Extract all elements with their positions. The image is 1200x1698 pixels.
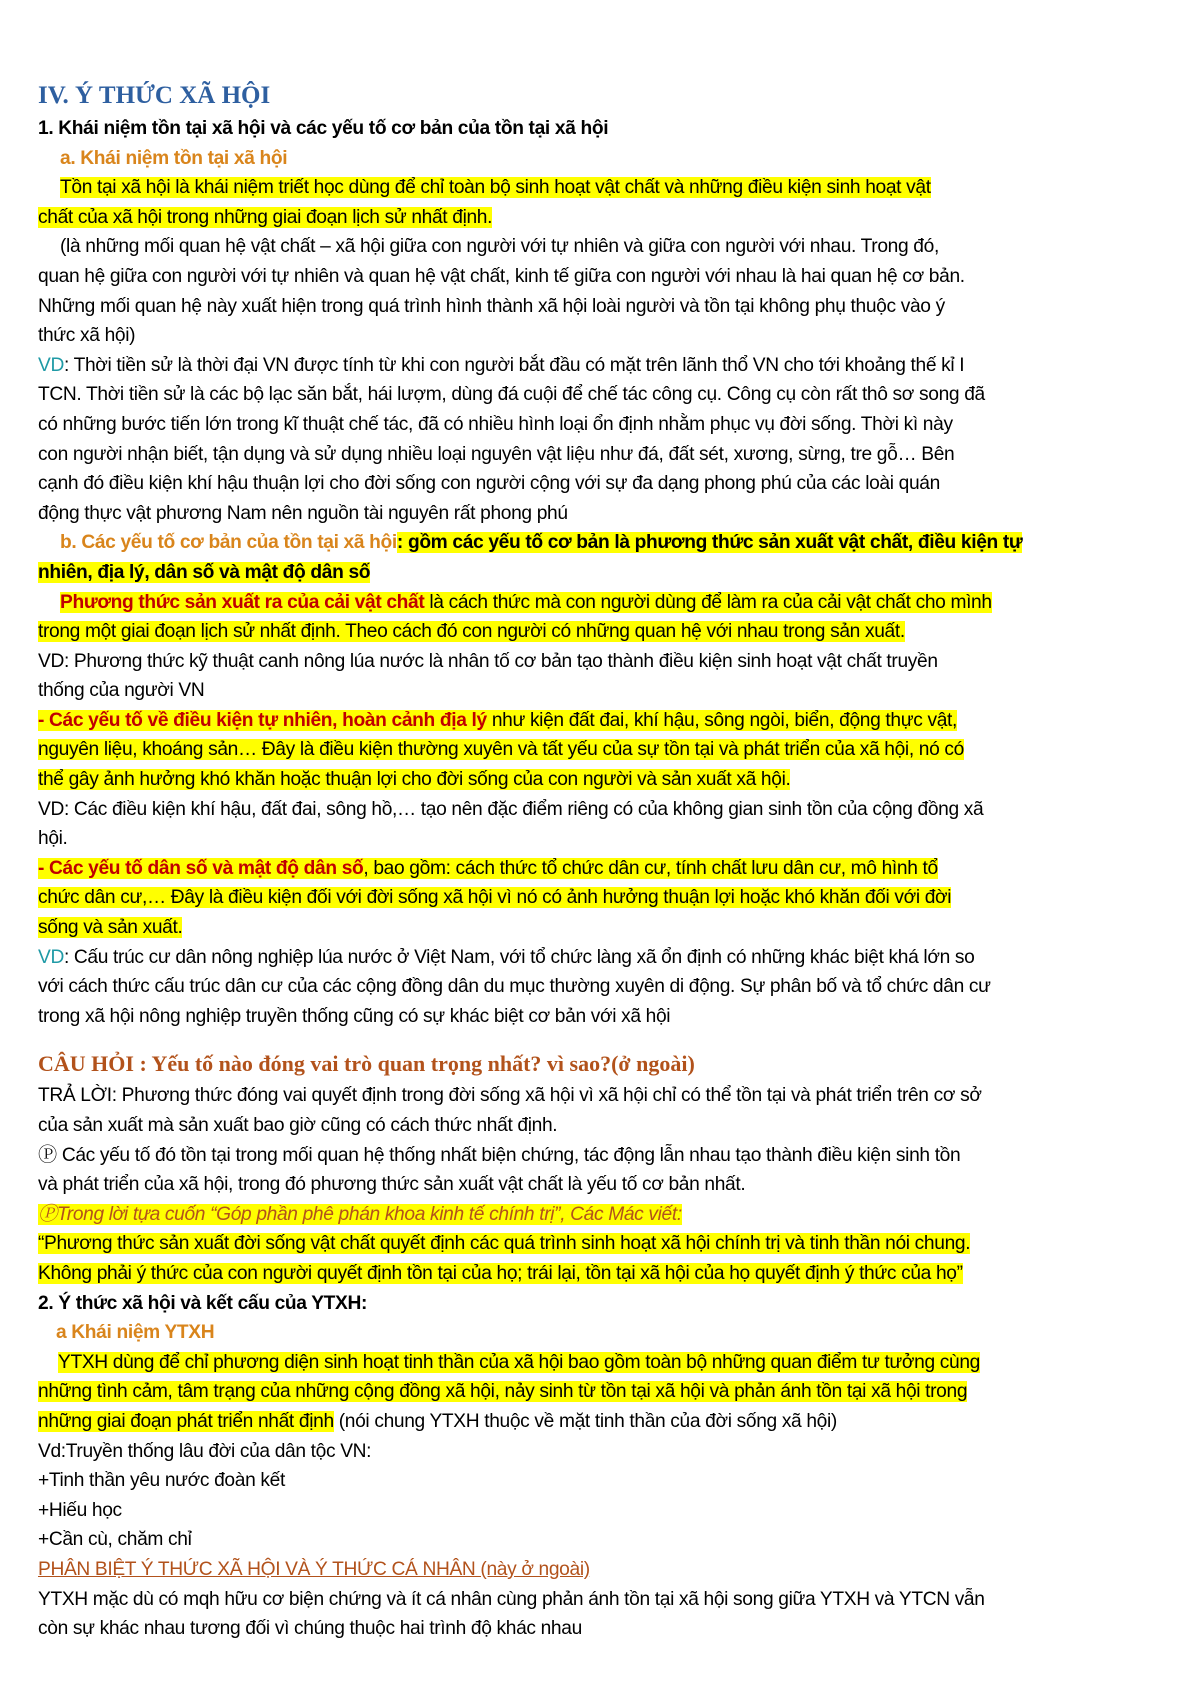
population-line-3: sống và sản xuất. [38, 917, 183, 939]
nature-line-2: nguyên liệu, khoáng sản… Đây là điều kiện thường xuyên và tất yếu của sự tồn tại và phát triển của xã hội, nó có [38, 739, 964, 761]
document-page [38, 78, 1173, 1644]
s1a-note-line-2: quan hệ giữa con người với tự nhiên và quan hệ vật chất, kinh tế giữa con người với nhau là hai quan hệ cơ bản. [38, 265, 965, 287]
s1a-def-line-2: chất của xã hội trong những giai đoạn lịch sử nhất định. [38, 206, 493, 228]
answer-2-line-2: và phát triển của xã hội, trong đó phương thức sản xuất vật chất là yếu tố cơ bản nhất. [38, 1174, 746, 1196]
section-1a-heading: a. Khái niệm tồn tại xã hội [60, 147, 288, 169]
nature-line-1: - Các yếu tố về điều kiện tự nhiên, hoàn cảnh địa lý như kiện đất đai, khí hậu, sông ngòi, biển, động thực vật, [38, 709, 957, 731]
section-1-heading: 1. Khái niệm tồn tại xã hội và các yếu tố cơ bản của tồn tại xã hội [38, 118, 609, 139]
distinction-heading: PHÂN BIỆT Ý THỨC XÃ HỘI VÀ Ý THỨC CÁ NHÂN (này ở ngoài) [38, 1558, 590, 1580]
section-1b-line-2: nhiên, địa lý, dân số và mật độ dân số [38, 561, 371, 583]
production-mode-example-2: thống của người VN [38, 680, 205, 702]
population-example-1: VD: Cấu trúc cư dân nông nghiệp lúa nước ở Việt Nam, với tổ chức làng xã ổn định có những khác biệt khá lớn so [38, 946, 975, 968]
population-example-3: trong xã hội nông nghiệp truyền thống cũng có sự khác biệt cơ bản với xã hội [38, 1005, 671, 1027]
answer-2-line-1: Ⓟ Các yếu tố đó tồn tại trong mối quan hệ thống nhất biện chứng, tác động lẫn nhau tạo thành điều kiện sinh tồn [38, 1144, 961, 1166]
marx-intro: ⓅTrong lời tựa cuốn “Góp phần phê phán khoa kinh tế chính trị”, Các Mác viết: [38, 1203, 682, 1225]
question-heading: CÂU HỎI : Yếu tố nào đóng vai trò quan trọng nhất? vì sao?(ở ngoài) [38, 1051, 695, 1077]
marx-quote-line-2: Không phải ý thức của con người quyết định tồn tại của họ; trái lại, tồn tại xã hội của họ quyết định ý thức của họ” [38, 1262, 963, 1284]
distinction-line-1: YTXH mặc dù có mqh hữu cơ biện chứng và ít cá nhân cùng phản ánh tồn tại xã hội song giữa YTXH và YTCN vẫn [38, 1588, 985, 1610]
population-example-2: với cách thức cấu trúc dân cư của các cộng đồng dân du mục thường xuyên di động. Sự phân bố và tổ chức dân cư [38, 976, 991, 998]
s1a-note-line-1: (là những mối quan hệ vật chất – xã hội giữa con người với tự nhiên và giữa con người với nhau. Trong đó, [60, 236, 939, 258]
production-mode-line-2: trong một giai đoạn lịch sử nhất định. Theo cách đó con người có những quan hệ với nhau trong sản xuất. [38, 621, 905, 643]
s2a-def-line-2: những tình cảm, tâm trạng của những cộng đồng xã hội, nảy sinh từ tồn tại xã hội và phản ánh tồn tại xã hội trong [38, 1381, 968, 1403]
s1a-note-line-3: Những mối quan hệ này xuất hiện trong quá trình hình thành xã hội loài người và tồn tại không phụ thuộc vào ý [38, 295, 945, 317]
s1a-example-line-3: có những bước tiến lớn trong kĩ thuật chế tác, đã có nhiều hình loại ổn định nhằm phục vụ đời sống. Thời kì này [38, 413, 953, 435]
s1a-note-line-4: thức xã hội) [38, 325, 136, 347]
marx-quote-line-1: “Phương thức sản xuất đời sống vật chất quyết định các quá trình sinh hoạt xã hội chính trị và tinh thần nói chung. [38, 1233, 971, 1255]
s2a-example-line-4: +Cần cù, chăm chỉ [38, 1529, 192, 1551]
s1a-example-line-4: con người nhận biết, tận dụng và sử dụng nhiều loại nguyên vật liệu như đá, đất sét, xương, sừng, tre gỗ… Bên [38, 443, 955, 465]
s2a-example-line-1: Vd:Truyền thống lâu đời của dân tộc VN: [38, 1440, 372, 1462]
page-title: IV. Ý THỨC XÃ HỘI [38, 82, 271, 109]
s2a-def-line-1: YTXH dùng để chỉ phương diện sinh hoạt tinh thần của xã hội bao gồm toàn bộ những quan điểm tư tưởng cùng [58, 1351, 980, 1373]
answer-line-2: của sản xuất mà sản xuất bao giờ cũng có cách thức nhất định. [38, 1115, 558, 1136]
s1a-example-line-6: động thực vật phương Nam nên nguồn tài nguyên rất phong phú [38, 502, 568, 524]
s1a-example-line-5: cạnh đó điều kiện khí hậu thuận lợi cho đời sống con người cộng với sự đa dạng phong phú của các loài quán [38, 473, 940, 495]
nature-example-2: hội. [38, 828, 68, 850]
section-2a-heading: a Khái niệm YTXH [56, 1322, 215, 1344]
s1a-def-line-1: Tồn tại xã hội là khái niệm triết học dùng để chỉ toàn bộ sinh hoạt vật chất và những điều kiện sinh hoạt vật [60, 177, 931, 199]
population-line-1: - Các yếu tố dân số và mật độ dân số, bao gồm: cách thức tổ chức dân cư, tính chất lưu dân cư, mô hình tổ [38, 857, 938, 879]
s1a-example-line-1: VD: Thời tiền sử là thời đại VN được tính từ khi con người bắt đầu có mặt trên lãnh thổ VN cho tới khoảng thế kỉ I [38, 354, 965, 376]
section-2-heading: 2. Ý thức xã hội và kết cấu của YTXH: [38, 1292, 368, 1314]
s2a-def-line-3: những giai đoạn phát triển nhất định (nói chung YTXH thuộc về mặt tinh thần của đời sống xã hội) [38, 1410, 837, 1432]
section-1b-line-1: b. Các yếu tố cơ bản của tồn tại xã hội: gồm các yếu tố cơ bản là phương thức sản xuất vật chất, điều kiện tự [60, 532, 1023, 554]
production-mode-line-1: Phương thức sản xuất ra của cải vật chất là cách thức mà con người dùng để làm ra của cải vật chất cho mình [60, 591, 992, 613]
distinction-line-2: còn sự khác nhau tương đối vì chúng thuộc hai trình độ khác nhau [38, 1618, 582, 1640]
population-line-2: chức dân cư,… Đây là điều kiện đối với đời sống xã hội vì nó có ảnh hưởng thuận lợi hoặc khó khăn đối với đời [38, 887, 952, 909]
s2a-example-line-2: +Tinh thần yêu nước đoàn kết [38, 1470, 285, 1492]
answer-line-1: TRẢ LỜI: Phương thức đóng vai quyết định trong đời sống xã hội vì xã hội chỉ có thể tồn tại và phát triển trên cơ sở [38, 1085, 982, 1107]
s2a-example-line-3: +Hiếu học [38, 1499, 122, 1521]
nature-example-1: VD: Các điều kiện khí hậu, đất đai, sông hồ,… tạo nên đặc điểm riêng có của không gian sinh tồn của cộng đồng xã [38, 798, 984, 820]
production-mode-example-1: VD: Phương thức kỹ thuật canh nông lúa nước là nhân tố cơ bản tạo thành điều kiện sinh hoạt vật chất truyền [38, 650, 938, 672]
nature-line-3: thể gây ảnh hưởng khó khăn hoặc thuận lợi cho đời sống của con người và sản xuất xã hội. [38, 769, 791, 791]
s1a-example-line-2: TCN. Thời tiền sử là các bộ lạc săn bắt, hái lượm, dùng đá cuội để chế tác công cụ. Công cụ còn rất thô sơ song đã [38, 384, 985, 406]
